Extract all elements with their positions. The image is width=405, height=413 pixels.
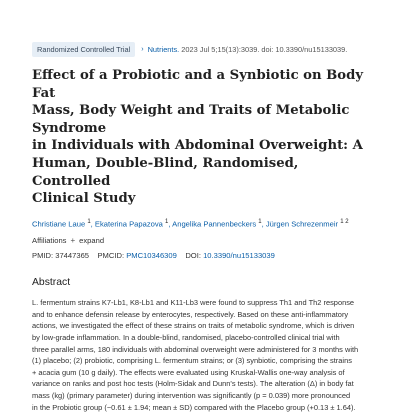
journal-link[interactable]: Nutrients. <box>147 44 180 54</box>
author-affiliation-ref[interactable]: 1 <box>87 218 91 225</box>
pmcid-link[interactable]: PMC10346309 <box>126 251 177 261</box>
article-title <box>32 67 372 208</box>
abstract-line: + acacia gum (10 g daily). The effects were evaluated using Kruskal-Wallis one-way analysis of <box>32 367 345 377</box>
pmid-value: 37447365 <box>55 251 90 261</box>
abstract-line: L. fermentum strains K7-Lb1, K8-Lb1 and K11-Lb3 were found to suppress Th1 and Th2 response <box>32 298 355 308</box>
abstract-line: and to enhance defensin release by enterocytes, respectively. Based on these anti-inflammatory <box>32 309 349 319</box>
abstract-line: three parallel arms, 180 individuals with abdominal overweight were administered for 3 months with <box>32 344 359 354</box>
title-line: Human, Double-Blind, Randomised, Controlled <box>32 155 299 189</box>
author-link[interactable]: Christiane Laue <box>32 219 86 229</box>
citation-row <box>32 40 372 58</box>
plus-icon: + <box>70 236 76 246</box>
abstract-line: in the Probiotic group (−0.61 ± 1.94; mean ± SD) compared with the Placebo group (+0.13 ± 1.64). <box>32 402 356 412</box>
author-link[interactable]: Angelika Pannenbeckers <box>172 219 257 229</box>
doi-link[interactable]: 10.3390/nu15133039 <box>203 251 275 261</box>
affiliations-toggle[interactable] <box>32 236 372 245</box>
identifiers <box>32 251 372 260</box>
publication-type-badge: Randomized Controlled Trial <box>32 42 135 57</box>
abstract-line: actions, we investigated the effect of these strains on traits of metabolic syndrome, which is driven <box>32 321 355 331</box>
author-affiliation-ref[interactable]: 1 <box>165 218 169 225</box>
author-affiliation-ref[interactable]: 1 <box>258 218 262 225</box>
expand-label: expand <box>79 236 105 246</box>
abstract-line: (1) placebo; (2) probiotic, comprising L. fermentum strains; or (3) synbiotic, comprising the strains <box>32 356 352 366</box>
arrow-right-icon: › <box>141 45 144 53</box>
author-link[interactable]: Ekaterina Papazova <box>94 219 163 229</box>
abstract-line: by low-grade inflammation. In a double-blind, randomised, placebo-controlled clinical trial with <box>32 333 340 343</box>
abstract-line: mass (kg) (primary parameter) during intervention was significantly (p = 0.039) more pronounced <box>32 391 351 401</box>
article-summary <box>32 40 372 413</box>
title-line: in Individuals with Abdominal Overweight: A <box>32 138 363 154</box>
title-line: Effect of a Probiotic and a Synbiotic on Body Fat <box>32 68 363 101</box>
author-link[interactable]: Jürgen Schrezenmeir <box>265 219 339 229</box>
affiliations-label: Affiliations <box>32 236 67 246</box>
author-list: Christiane Laue $^1$, Ekaterina Papazova $^1$, Angelika Pannenbeckers $^1$, Jürgen Schrezenmeir $^{1 2}$ <box>32 218 349 229</box>
abstract-text <box>32 297 372 413</box>
doi-label: DOI: <box>185 251 201 261</box>
citation-details: 2023 Jul 5;15(13):3039. doi: 10.3390/nu15133039. <box>181 44 348 54</box>
abstract-line: variance on ranks and post hoc tests (Holm-Sidak and Dunn's tests). The alteration (Δ) in body fat <box>32 379 354 389</box>
pmid-label: PMID: <box>32 251 54 261</box>
pmcid-label: PMCID: <box>97 251 125 261</box>
citation <box>148 45 348 54</box>
abstract-heading: Abstract <box>32 277 71 289</box>
author-affiliation-ref[interactable]: 1 2 <box>340 218 349 225</box>
title-line: Mass, Body Weight and Traits of Metabolic Syndrome <box>32 103 350 136</box>
title-line: Clinical Study <box>32 191 136 207</box>
